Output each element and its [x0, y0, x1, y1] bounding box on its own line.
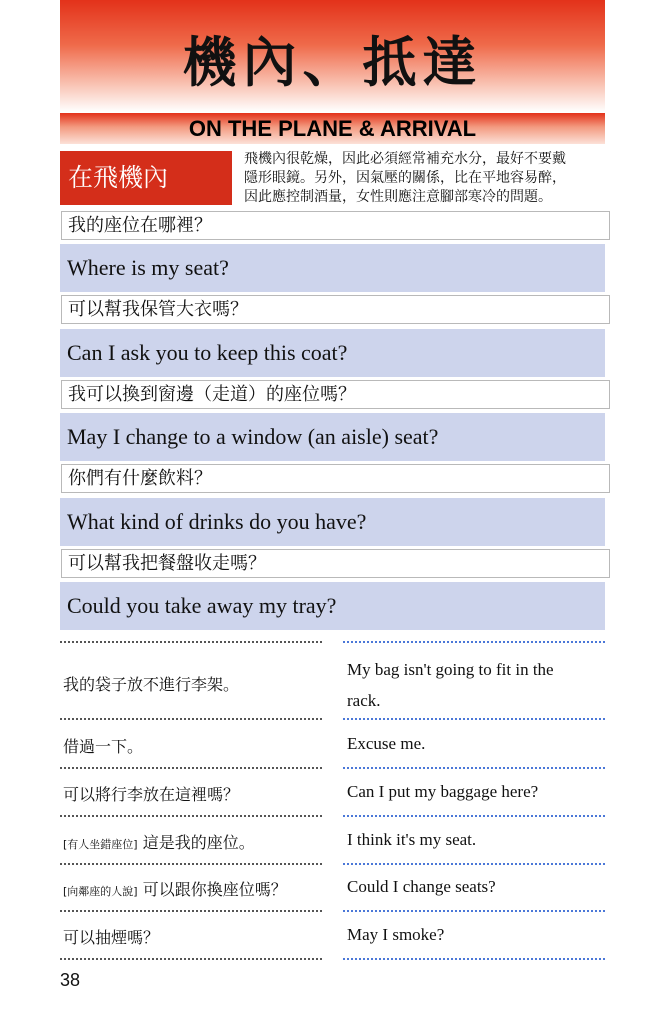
- pair-chinese-text: 我的袋子放不進行李架。: [63, 675, 240, 694]
- divider: [343, 910, 605, 912]
- context-tag: [向鄰座的人說]: [63, 885, 138, 898]
- divider: [343, 863, 605, 865]
- pair-english-line: My bag isn't going to fit in the: [347, 660, 554, 679]
- pair-english: [347, 782, 605, 802]
- page-subtitle: ON THE PLANE & ARRIVAL: [188, 116, 477, 141]
- divider: [60, 910, 322, 912]
- phrase-english: Can I ask you to keep this coat?: [60, 329, 605, 377]
- intro-line: 隱形眼鏡。另外，因氣壓的關係，比在平地容易醉，: [244, 170, 566, 186]
- pair-chinese: [63, 925, 323, 948]
- pair-english: [347, 830, 605, 850]
- phrase-english: Where is my seat?: [60, 244, 605, 292]
- context-tag: [有人坐錯座位]: [63, 838, 138, 851]
- section-intro: [244, 150, 610, 207]
- phrase-chinese: 你們有什麼飲料？: [61, 464, 610, 493]
- pair-chinese: [63, 782, 323, 805]
- page-title: 機內、抵達: [182, 31, 483, 94]
- pair-english: [347, 734, 605, 754]
- pair-english-line: May I smoke?: [347, 925, 445, 944]
- pair-chinese-text: 借過一下。: [63, 737, 144, 756]
- pair-chinese-text: 這是我的座位。: [142, 833, 255, 852]
- divider: [60, 958, 322, 960]
- pair-english-line: Excuse me.: [347, 734, 426, 753]
- pair-chinese: [63, 877, 323, 900]
- pair-chinese: [63, 830, 323, 853]
- divider: [343, 641, 605, 643]
- divider: [60, 641, 322, 643]
- title-banner: [60, 0, 605, 112]
- divider: [343, 718, 605, 720]
- divider: [60, 863, 322, 865]
- phrase-chinese: 我的座位在哪裡？: [61, 211, 610, 240]
- phrase-chinese: 可以幫我保管大衣嗎？: [61, 295, 610, 324]
- divider: [343, 815, 605, 817]
- pair-english-line: Can I put my baggage here?: [347, 782, 539, 801]
- divider: [343, 767, 605, 769]
- pair-chinese: [63, 734, 323, 757]
- pair-english: [347, 877, 605, 897]
- intro-line: 因此應控制酒量，女性則應注意腳部寒冷的問題。: [244, 189, 552, 205]
- intro-line: 飛機內很乾燥，因此必須經常補充水分，最好不要戴: [244, 151, 566, 167]
- divider: [343, 958, 605, 960]
- phrase-chinese: 可以幫我把餐盤收走嗎？: [61, 549, 610, 578]
- page-number: 38: [60, 970, 81, 990]
- phrase-english: What kind of drinks do you have?: [60, 498, 605, 546]
- pair-chinese-text: 可以抽煙嗎？: [63, 928, 160, 947]
- divider: [60, 815, 322, 817]
- pair-chinese-text: 可以將行李放在這裡嗎？: [63, 785, 240, 804]
- pair-english-line: Could I change seats?: [347, 877, 496, 896]
- subtitle-banner: [60, 113, 605, 144]
- pair-english-line: I think it's my seat.: [347, 830, 477, 849]
- pair-english-line: rack.: [347, 691, 381, 710]
- pair-chinese-text: 可以跟你換座位嗎？: [142, 880, 287, 899]
- pair-english: [347, 654, 605, 716]
- phrase-english: Could you take away my tray?: [60, 582, 605, 630]
- pair-chinese: [63, 672, 323, 695]
- pair-english: [347, 925, 605, 945]
- divider: [60, 767, 322, 769]
- divider: [60, 718, 322, 720]
- phrase-chinese: 我可以換到窗邊（走道）的座位嗎？: [61, 380, 610, 409]
- phrase-english: May I change to a window (an aisle) seat?: [60, 413, 605, 461]
- section-label: 在飛機內: [60, 151, 232, 205]
